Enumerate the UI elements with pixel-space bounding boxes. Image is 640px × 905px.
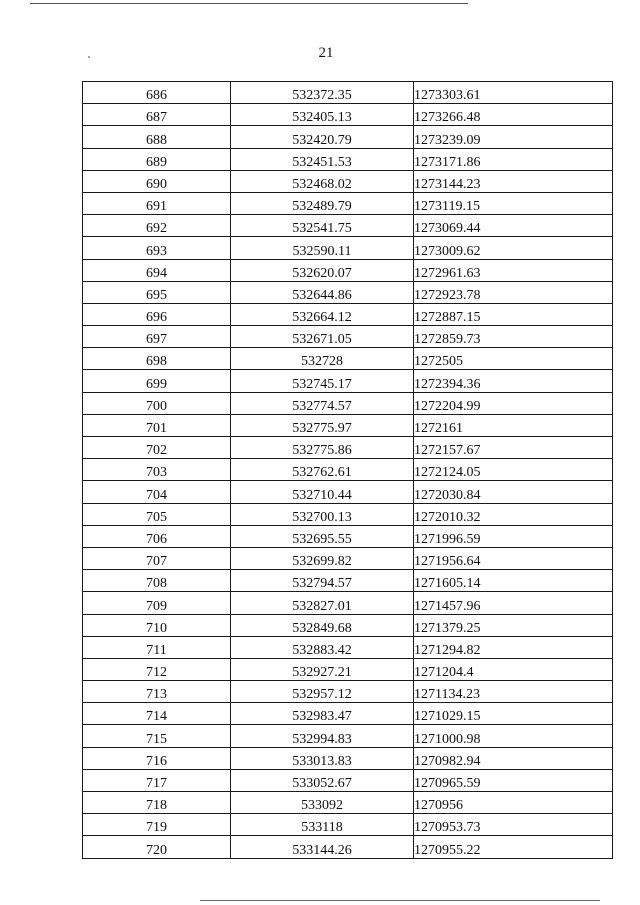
table-row	[83, 126, 613, 148]
point-number-cell: 706	[83, 525, 231, 547]
page-number: 21	[318, 45, 334, 61]
x-coordinate-cell: 532405.13	[231, 104, 414, 126]
point-number-cell: 697	[83, 326, 231, 348]
x-coordinate-cell: 532983.47	[231, 703, 414, 725]
x-coordinate-cell: 532745.17	[231, 370, 414, 392]
point-number-cell: 717	[83, 769, 231, 791]
x-coordinate-cell: 533092	[231, 792, 414, 814]
point-number-cell: 700	[83, 392, 231, 414]
table-row	[83, 370, 613, 392]
y-coordinate-cell: 1271204.4	[414, 658, 613, 680]
y-coordinate-cell: 1271294.82	[414, 636, 613, 658]
y-coordinate-cell: 1273266.48	[414, 104, 613, 126]
table-row	[83, 747, 613, 769]
table-row	[83, 636, 613, 658]
point-number-cell: 713	[83, 681, 231, 703]
point-number-cell: 695	[83, 281, 231, 303]
point-number-cell: 715	[83, 725, 231, 747]
y-coordinate-cell: 1272157.67	[414, 437, 613, 459]
y-coordinate-cell: 1270956	[414, 792, 613, 814]
y-coordinate-cell: 1273009.62	[414, 237, 613, 259]
y-coordinate-cell: 1270965.59	[414, 769, 613, 791]
table-row	[83, 769, 613, 791]
table-row	[83, 703, 613, 725]
table-row	[83, 237, 613, 259]
table-row	[83, 348, 613, 370]
point-number-cell: 720	[83, 836, 231, 858]
x-coordinate-cell: 532420.79	[231, 126, 414, 148]
table-row	[83, 170, 613, 192]
y-coordinate-cell: 1270953.73	[414, 814, 613, 836]
point-number-cell: 694	[83, 259, 231, 281]
point-number-cell: 703	[83, 459, 231, 481]
y-coordinate-cell: 1270955.22	[414, 836, 613, 858]
x-coordinate-cell: 532664.12	[231, 303, 414, 325]
table-row	[83, 281, 613, 303]
y-coordinate-cell: 1271134.23	[414, 681, 613, 703]
point-number-cell: 698	[83, 348, 231, 370]
table-row	[83, 681, 613, 703]
y-coordinate-cell: 1272859.73	[414, 326, 613, 348]
table-row	[83, 725, 613, 747]
y-coordinate-cell: 1271956.64	[414, 547, 613, 569]
point-number-cell: 710	[83, 614, 231, 636]
x-coordinate-cell: 532957.12	[231, 681, 414, 703]
x-coordinate-cell: 532644.86	[231, 281, 414, 303]
y-coordinate-cell: 1271029.15	[414, 703, 613, 725]
coordinates-table	[82, 81, 613, 859]
y-coordinate-cell: 1272030.84	[414, 481, 613, 503]
x-coordinate-cell: 533013.83	[231, 747, 414, 769]
y-coordinate-cell: 1272161	[414, 414, 613, 436]
point-number-cell: 705	[83, 503, 231, 525]
x-coordinate-cell: 532827.01	[231, 592, 414, 614]
table-row	[83, 658, 613, 680]
point-number-cell: 692	[83, 215, 231, 237]
y-coordinate-cell: 1271379.25	[414, 614, 613, 636]
x-coordinate-cell: 532590.11	[231, 237, 414, 259]
point-number-cell: 687	[83, 104, 231, 126]
point-number-cell: 712	[83, 658, 231, 680]
y-coordinate-cell: 1273303.61	[414, 82, 613, 104]
table-row	[83, 614, 613, 636]
x-coordinate-cell: 532468.02	[231, 170, 414, 192]
table-row	[83, 259, 613, 281]
table-row	[83, 303, 613, 325]
point-number-cell: 719	[83, 814, 231, 836]
y-coordinate-cell: 1273239.09	[414, 126, 613, 148]
point-number-cell: 714	[83, 703, 231, 725]
point-number-cell: 701	[83, 414, 231, 436]
point-number-cell: 696	[83, 303, 231, 325]
x-coordinate-cell: 532700.13	[231, 503, 414, 525]
x-coordinate-cell: 532699.82	[231, 547, 414, 569]
y-coordinate-cell: 1271996.59	[414, 525, 613, 547]
x-coordinate-cell: 532883.42	[231, 636, 414, 658]
y-coordinate-cell: 1272887.15	[414, 303, 613, 325]
y-coordinate-cell: 1272010.32	[414, 503, 613, 525]
table-row	[83, 104, 613, 126]
point-number-cell: 689	[83, 148, 231, 170]
point-number-cell: 709	[83, 592, 231, 614]
y-coordinate-cell: 1273119.15	[414, 192, 613, 214]
y-coordinate-cell: 1271605.14	[414, 570, 613, 592]
x-coordinate-cell: 533144.26	[231, 836, 414, 858]
y-coordinate-cell: 1270982.94	[414, 747, 613, 769]
x-coordinate-cell: 532762.61	[231, 459, 414, 481]
x-coordinate-cell: 532774.57	[231, 392, 414, 414]
point-number-cell: 691	[83, 192, 231, 214]
point-number-cell: 688	[83, 126, 231, 148]
x-coordinate-cell: 532372.35	[231, 82, 414, 104]
table-row	[83, 414, 613, 436]
x-coordinate-cell: 533052.67	[231, 769, 414, 791]
point-number-cell: 718	[83, 792, 231, 814]
table-row	[83, 326, 613, 348]
point-number-cell: 702	[83, 437, 231, 459]
table-row	[83, 192, 613, 214]
table-row	[83, 215, 613, 237]
table-row	[83, 481, 613, 503]
table-row	[83, 459, 613, 481]
y-coordinate-cell: 1272394.36	[414, 370, 613, 392]
y-coordinate-cell: 1273144.23	[414, 170, 613, 192]
table-row	[83, 814, 613, 836]
x-coordinate-cell: 532451.53	[231, 148, 414, 170]
table-row	[83, 503, 613, 525]
point-number-cell: 686	[83, 82, 231, 104]
table-row	[83, 792, 613, 814]
y-coordinate-cell: 1272505	[414, 348, 613, 370]
x-coordinate-cell: 532775.86	[231, 437, 414, 459]
x-coordinate-cell: 532489.79	[231, 192, 414, 214]
table-row	[83, 82, 613, 104]
x-coordinate-cell: 532927.21	[231, 658, 414, 680]
y-coordinate-cell: 1273171.86	[414, 148, 613, 170]
point-number-cell: 693	[83, 237, 231, 259]
table-row	[83, 437, 613, 459]
table-row	[83, 392, 613, 414]
x-coordinate-cell: 532695.55	[231, 525, 414, 547]
table-row	[83, 525, 613, 547]
point-number-cell: 707	[83, 547, 231, 569]
x-coordinate-cell: 532620.07	[231, 259, 414, 281]
x-coordinate-cell: 532794.57	[231, 570, 414, 592]
table-row	[83, 836, 613, 858]
point-number-cell: 699	[83, 370, 231, 392]
y-coordinate-cell: 1272124.05	[414, 459, 613, 481]
x-coordinate-cell: 532671.05	[231, 326, 414, 348]
coordinates-table-body	[83, 82, 613, 859]
y-coordinate-cell: 1273069.44	[414, 215, 613, 237]
x-coordinate-cell: 532541.75	[231, 215, 414, 237]
y-coordinate-cell: 1271457.96	[414, 592, 613, 614]
table-row	[83, 570, 613, 592]
point-number-cell: 708	[83, 570, 231, 592]
table-row	[83, 592, 613, 614]
table-row	[83, 148, 613, 170]
y-coordinate-cell: 1272204.99	[414, 392, 613, 414]
x-coordinate-cell: 532994.83	[231, 725, 414, 747]
y-coordinate-cell: 1272961.63	[414, 259, 613, 281]
x-coordinate-cell: 532775.97	[231, 414, 414, 436]
point-number-cell: 711	[83, 636, 231, 658]
x-coordinate-cell: 533118	[231, 814, 414, 836]
point-number-cell: 716	[83, 747, 231, 769]
point-number-cell: 704	[83, 481, 231, 503]
table-row	[83, 547, 613, 569]
x-coordinate-cell: 532849.68	[231, 614, 414, 636]
x-coordinate-cell: 532728	[231, 348, 414, 370]
bottom-scan-rule	[200, 900, 600, 901]
x-coordinate-cell: 532710.44	[231, 481, 414, 503]
y-coordinate-cell: 1271000.98	[414, 725, 613, 747]
point-number-cell: 690	[83, 170, 231, 192]
y-coordinate-cell: 1272923.78	[414, 281, 613, 303]
top-scan-rule	[30, 3, 468, 4]
